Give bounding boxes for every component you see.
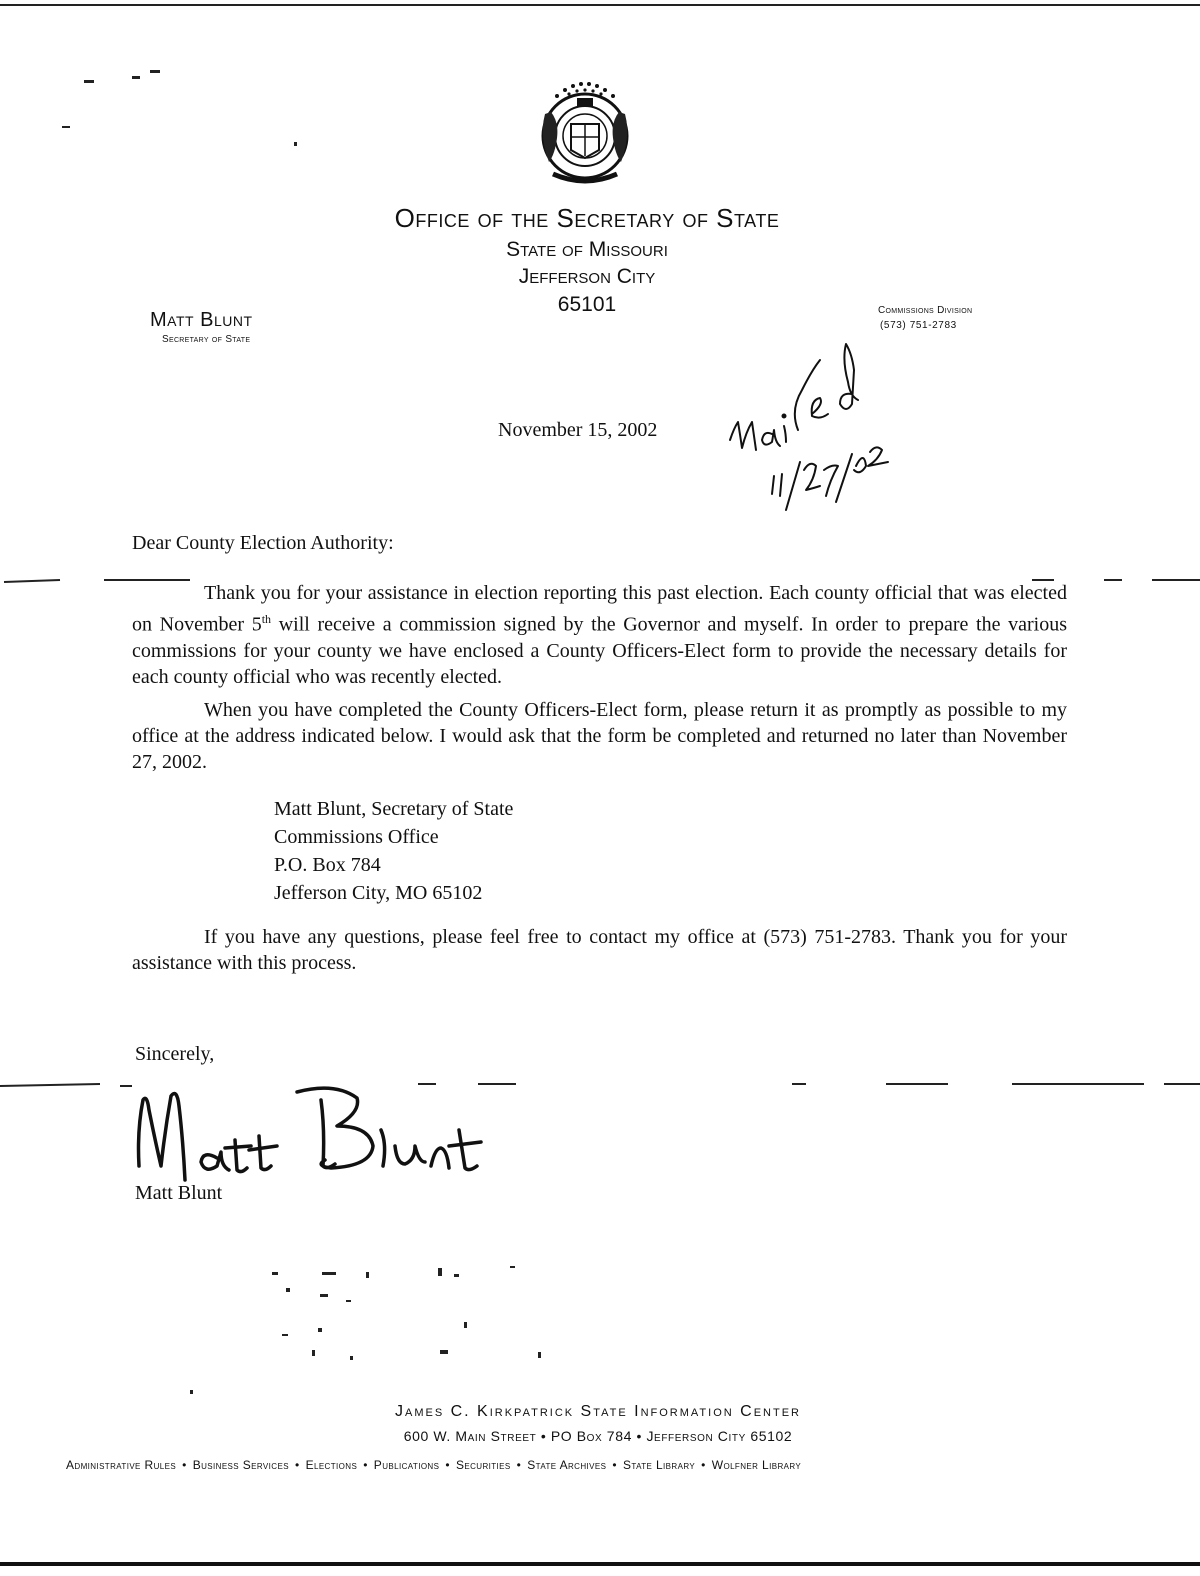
bottom-edge-line bbox=[0, 1562, 1200, 1566]
secretary-title: Secretary of State bbox=[162, 334, 251, 345]
footer-address bbox=[0, 1428, 1196, 1444]
scan-fold-line bbox=[0, 1080, 1200, 1092]
letter-date: November 15, 2002 bbox=[498, 419, 658, 441]
salutation: Dear County Election Authority: bbox=[132, 532, 394, 554]
office-city: Jefferson City bbox=[518, 265, 656, 288]
department-item: Administrative Rules bbox=[66, 1458, 177, 1472]
division-phone: (573) 751-2783 bbox=[880, 320, 957, 331]
bullet-separator: • bbox=[631, 1428, 647, 1444]
bullet-separator: • bbox=[363, 1458, 368, 1472]
paragraph-1-text-b: will receive a commission signed by the Governor and myself. In order to prepare the various commissions for your county we have enclosed a County Officers-Elect form to provide the necessary details for each county official who was recently elected. bbox=[132, 613, 1067, 688]
paragraph-1-text-a: Thank you for your assistance in election reporting this past election. Each county official that was elected on November 5 bbox=[132, 582, 1067, 636]
bullet-separator: • bbox=[701, 1458, 706, 1472]
scan-specks bbox=[60, 60, 1200, 1400]
bullet-separator: • bbox=[182, 1458, 187, 1472]
bullet-separator: • bbox=[612, 1458, 617, 1472]
bullet-separator: • bbox=[536, 1428, 551, 1444]
department-item: Wolfner Library bbox=[711, 1458, 802, 1472]
secretary-name: Matt Blunt bbox=[150, 309, 253, 331]
address-line: Matt Blunt, Secretary of State bbox=[274, 798, 514, 820]
address-line: Jefferson City, MO 65102 bbox=[274, 882, 483, 904]
office-title: Office of the Secretary of State bbox=[394, 203, 780, 233]
scan-fold-line bbox=[0, 574, 1200, 586]
department-item: Publications bbox=[373, 1458, 440, 1472]
office-zip: 65101 bbox=[557, 293, 617, 316]
footer-center-name: James C. Kirkpatrick State Information Center bbox=[394, 1403, 801, 1420]
paragraph-1-superscript: th bbox=[261, 612, 272, 626]
paragraph-2: When you have completed the County Officers-Elect form, please return it as promptly as possible to my office at the address indicated below. I would ask that the form be completed and returned no later than November 27, 2002. bbox=[132, 699, 1067, 773]
footer-address-city: Jefferson City 65102 bbox=[646, 1428, 793, 1444]
department-item: Elections bbox=[305, 1458, 358, 1472]
footer-address-pobox: PO Box 784 bbox=[550, 1428, 632, 1444]
department-item: Securities bbox=[455, 1458, 511, 1472]
top-edge-line bbox=[0, 4, 1200, 6]
footer-address-street: 600 W. Main Street bbox=[403, 1428, 537, 1444]
signer-name: Matt Blunt bbox=[135, 1182, 223, 1204]
paragraph-3: If you have any questions, please feel free to contact my office at (573) 751-2783. Thank you for your assistance with this process. bbox=[132, 926, 1067, 974]
department-item: State Library bbox=[622, 1458, 696, 1472]
address-line: P.O. Box 784 bbox=[274, 854, 381, 876]
bullet-separator: • bbox=[445, 1458, 450, 1472]
footer-departments bbox=[66, 1458, 1136, 1472]
department-item: State Archives bbox=[527, 1458, 607, 1472]
bullet-separator: • bbox=[294, 1458, 300, 1472]
bullet-separator: • bbox=[516, 1458, 522, 1472]
office-state: State of Missouri bbox=[506, 238, 668, 261]
closing: Sincerely, bbox=[135, 1043, 215, 1065]
department-item: Business Services bbox=[192, 1458, 289, 1472]
division-name: Commissions Division bbox=[878, 305, 973, 316]
address-line: Commissions Office bbox=[274, 826, 439, 848]
